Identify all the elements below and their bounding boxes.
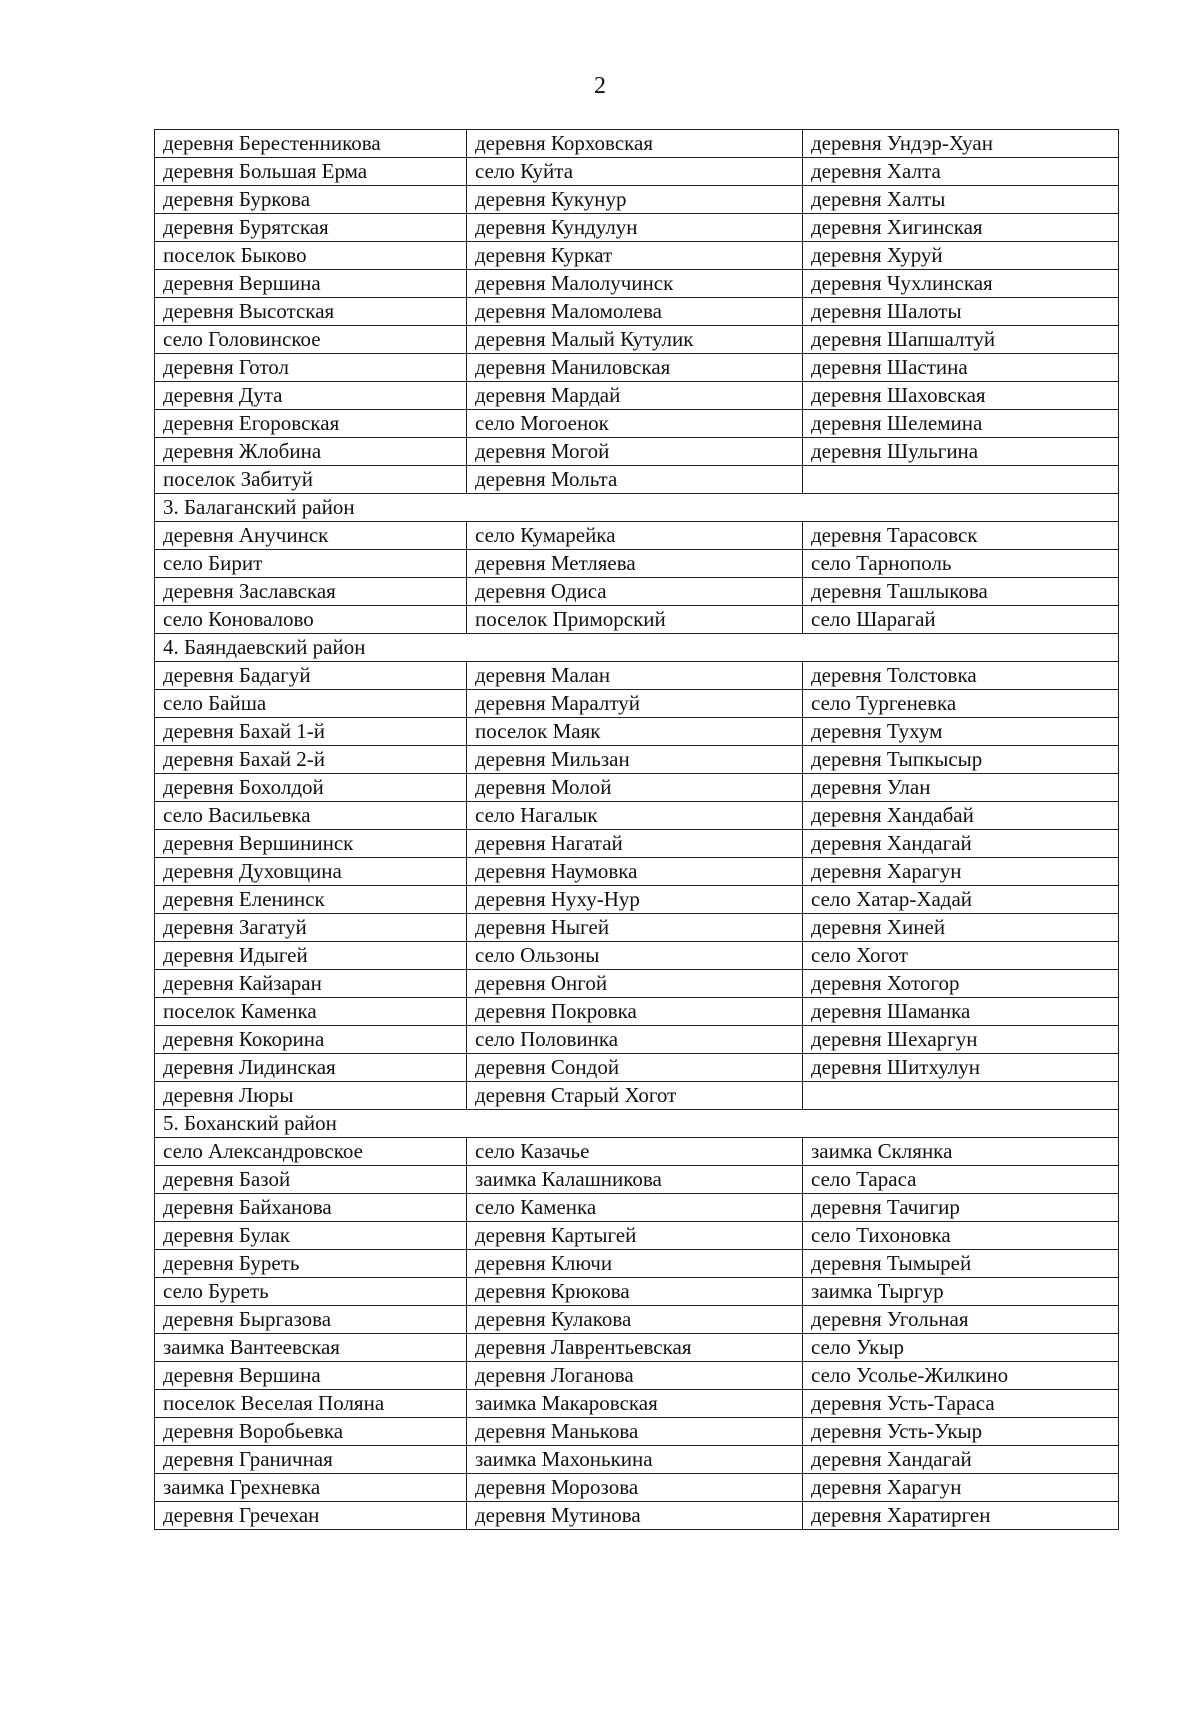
table-row — [155, 158, 1119, 186]
settlement-cell: деревня Морозова — [467, 1474, 803, 1502]
settlement-cell: деревня Кукунур — [467, 186, 803, 214]
table-row — [155, 382, 1119, 410]
settlement-cell: деревня Маниловская — [467, 354, 803, 382]
settlement-cell: поселок Приморский — [467, 606, 803, 634]
table-row — [155, 718, 1119, 746]
settlement-cell: деревня Халта — [803, 158, 1119, 186]
settlement-cell: деревня Хандагай — [803, 1446, 1119, 1474]
table-row — [155, 186, 1119, 214]
settlement-cell: деревня Буркова — [155, 186, 467, 214]
table-row — [155, 886, 1119, 914]
settlement-cell: заимка Калашникова — [467, 1166, 803, 1194]
settlement-cell: село Александровское — [155, 1138, 467, 1166]
settlement-cell: деревня Заславская — [155, 578, 467, 606]
settlement-cell: деревня Байханова — [155, 1194, 467, 1222]
settlement-cell: деревня Вершининск — [155, 830, 467, 858]
settlement-cell: деревня Улан — [803, 774, 1119, 802]
settlement-cell: деревня Толстовка — [803, 662, 1119, 690]
table-row — [155, 522, 1119, 550]
settlement-cell: деревня Бурятская — [155, 214, 467, 242]
settlement-cell: деревня Метляева — [467, 550, 803, 578]
table-row — [155, 942, 1119, 970]
settlement-cell: деревня Харатирген — [803, 1502, 1119, 1530]
settlement-cell: заимка Махонькина — [467, 1446, 803, 1474]
settlement-cell: деревня Угольная — [803, 1306, 1119, 1334]
table-row — [155, 662, 1119, 690]
table-row — [155, 970, 1119, 998]
settlement-cell: деревня Анучинск — [155, 522, 467, 550]
settlement-cell: деревня Шапшалтуй — [803, 326, 1119, 354]
settlement-cell: деревня Мильзан — [467, 746, 803, 774]
settlement-cell: деревня Тарасовск — [803, 522, 1119, 550]
page-number: 2 — [594, 73, 606, 99]
section-heading-row — [155, 494, 1119, 522]
settlements-table — [154, 129, 1119, 1530]
settlement-cell: деревня Шалоты — [803, 298, 1119, 326]
settlement-cell: деревня Загатуй — [155, 914, 467, 942]
table-row — [155, 1026, 1119, 1054]
section-heading-row — [155, 634, 1119, 662]
settlement-cell: село Коновалово — [155, 606, 467, 634]
settlement-cell: село Васильевка — [155, 802, 467, 830]
settlement-cell: деревня Чухлинская — [803, 270, 1119, 298]
settlement-cell: деревня Старый Хогот — [467, 1082, 803, 1110]
table-row — [155, 130, 1119, 158]
settlement-cell: деревня Хигинская — [803, 214, 1119, 242]
settlement-cell: село Усолье-Жилкино — [803, 1362, 1119, 1390]
settlement-cell: деревня Шульгина — [803, 438, 1119, 466]
section-heading: 4. Баяндаевский район — [155, 634, 1119, 662]
settlement-cell: деревня Мутинова — [467, 1502, 803, 1530]
settlement-cell: деревня Воробьевка — [155, 1418, 467, 1446]
settlement-cell: село Шарагай — [803, 606, 1119, 634]
settlement-cell: поселок Каменка — [155, 998, 467, 1026]
settlement-cell: деревня Готол — [155, 354, 467, 382]
settlement-cell: село Хатар-Хадай — [803, 886, 1119, 914]
settlement-cell: деревня Шаманка — [803, 998, 1119, 1026]
settlement-cell: деревня Быргазова — [155, 1306, 467, 1334]
table-row — [155, 914, 1119, 942]
settlement-cell: деревня Крюкова — [467, 1278, 803, 1306]
table-row — [155, 466, 1119, 494]
table-row — [155, 354, 1119, 382]
settlement-cell: деревня Большая Ерма — [155, 158, 467, 186]
settlement-cell: деревня Сондой — [467, 1054, 803, 1082]
table-row — [155, 438, 1119, 466]
settlement-cell: деревня Шитхулун — [803, 1054, 1119, 1082]
table-row — [155, 690, 1119, 718]
settlement-cell: деревня Хандагай — [803, 830, 1119, 858]
settlement-cell: деревня Куркат — [467, 242, 803, 270]
settlement-cell: заимка Макаровская — [467, 1390, 803, 1418]
settlement-cell: деревня Кокорина — [155, 1026, 467, 1054]
settlement-cell: деревня Тачигир — [803, 1194, 1119, 1222]
settlement-cell: село Укыр — [803, 1334, 1119, 1362]
settlement-cell: деревня Лидинская — [155, 1054, 467, 1082]
settlement-cell: деревня Хуруй — [803, 242, 1119, 270]
settlement-cell: деревня Бадагуй — [155, 662, 467, 690]
settlement-cell: деревня Шаховская — [803, 382, 1119, 410]
table-row — [155, 1306, 1119, 1334]
settlement-cell: деревня Онгой — [467, 970, 803, 998]
settlement-cell: село Байша — [155, 690, 467, 718]
settlement-cell: село Буреть — [155, 1278, 467, 1306]
settlement-cell: деревня Ключи — [467, 1250, 803, 1278]
table-row — [155, 746, 1119, 774]
settlement-cell: деревня Высотская — [155, 298, 467, 326]
settlement-cell: деревня Хандабай — [803, 802, 1119, 830]
table-row — [155, 1194, 1119, 1222]
settlement-cell: деревня Молой — [467, 774, 803, 802]
settlement-cell: деревня Малан — [467, 662, 803, 690]
settlement-cell: поселок Маяк — [467, 718, 803, 746]
table-row — [155, 1138, 1119, 1166]
table-row — [155, 998, 1119, 1026]
settlement-cell: деревня Манькова — [467, 1418, 803, 1446]
table-row — [155, 1502, 1119, 1530]
table-row — [155, 242, 1119, 270]
settlement-cell: деревня Ташлыкова — [803, 578, 1119, 606]
settlement-cell: деревня Покровка — [467, 998, 803, 1026]
settlement-cell: деревня Идыгей — [155, 942, 467, 970]
settlement-cell: село Половинка — [467, 1026, 803, 1054]
settlement-cell: деревня Нагатай — [467, 830, 803, 858]
table-row — [155, 550, 1119, 578]
settlement-cell: деревня Мольта — [467, 466, 803, 494]
table-row — [155, 326, 1119, 354]
settlement-cell: деревня Буреть — [155, 1250, 467, 1278]
table-row — [155, 802, 1119, 830]
settlement-cell: деревня Базой — [155, 1166, 467, 1194]
table-row — [155, 1054, 1119, 1082]
table-row — [155, 1082, 1119, 1110]
table-row — [155, 1390, 1119, 1418]
settlement-cell: деревня Еленинск — [155, 886, 467, 914]
settlement-cell: деревня Кундулун — [467, 214, 803, 242]
table-row — [155, 606, 1119, 634]
settlement-cell: деревня Нуху-Нур — [467, 886, 803, 914]
table-row — [155, 774, 1119, 802]
table-row — [155, 1166, 1119, 1194]
settlement-cell: деревня Харагун — [803, 858, 1119, 886]
settlement-cell: деревня Одиса — [467, 578, 803, 606]
section-heading: 3. Балаганский район — [155, 494, 1119, 522]
settlement-cell: деревня Мардай — [467, 382, 803, 410]
table-row — [155, 410, 1119, 438]
settlement-cell — [803, 1082, 1119, 1110]
settlement-cell: деревня Маломолева — [467, 298, 803, 326]
settlement-cell: деревня Хиней — [803, 914, 1119, 942]
settlement-cell: поселок Забитуй — [155, 466, 467, 494]
settlement-cell: деревня Бахай 1-й — [155, 718, 467, 746]
settlement-cell: заимка Склянка — [803, 1138, 1119, 1166]
settlement-cell: село Тургеневка — [803, 690, 1119, 718]
settlement-cell: деревня Маралтуй — [467, 690, 803, 718]
section-heading-row — [155, 1110, 1119, 1138]
settlement-cell: деревня Вершина — [155, 1362, 467, 1390]
settlement-cell: деревня Усть-Укыр — [803, 1418, 1119, 1446]
settlement-cell: деревня Тыпкысыр — [803, 746, 1119, 774]
settlement-cell: деревня Лаврентьевская — [467, 1334, 803, 1362]
settlement-cell: деревня Гречехан — [155, 1502, 467, 1530]
settlement-cell: село Хогот — [803, 942, 1119, 970]
settlement-cell: деревня Наумовка — [467, 858, 803, 886]
settlement-cell: деревня Харагун — [803, 1474, 1119, 1502]
settlement-cell: поселок Веселая Поляна — [155, 1390, 467, 1418]
table-row — [155, 830, 1119, 858]
settlement-cell: деревня Вершина — [155, 270, 467, 298]
settlement-cell: село Каменка — [467, 1194, 803, 1222]
table-row — [155, 1446, 1119, 1474]
settlement-cell: деревня Шастина — [803, 354, 1119, 382]
table-row — [155, 1222, 1119, 1250]
table-row — [155, 1418, 1119, 1446]
settlement-cell: деревня Граничная — [155, 1446, 467, 1474]
table-row — [155, 298, 1119, 326]
settlement-cell: деревня Тымырей — [803, 1250, 1119, 1278]
settlement-cell: деревня Шехаргун — [803, 1026, 1119, 1054]
settlement-cell: деревня Логанова — [467, 1362, 803, 1390]
settlement-cell: деревня Усть-Тараса — [803, 1390, 1119, 1418]
table-row — [155, 1474, 1119, 1502]
settlement-cell: деревня Кайзаран — [155, 970, 467, 998]
settlement-cell: деревня Егоровская — [155, 410, 467, 438]
settlement-cell: село Могоенок — [467, 410, 803, 438]
table-row — [155, 1250, 1119, 1278]
table-row — [155, 214, 1119, 242]
settlement-cell: село Кумарейка — [467, 522, 803, 550]
settlement-cell: деревня Дута — [155, 382, 467, 410]
settlement-cell: деревня Булак — [155, 1222, 467, 1250]
settlement-cell: заимка Вантеевская — [155, 1334, 467, 1362]
settlement-cell: деревня Шелемина — [803, 410, 1119, 438]
settlement-cell: село Казачье — [467, 1138, 803, 1166]
settlement-cell: заимка Тыргур — [803, 1278, 1119, 1306]
settlement-cell: село Головинское — [155, 326, 467, 354]
settlement-cell — [803, 466, 1119, 494]
settlement-cell: деревня Кулакова — [467, 1306, 803, 1334]
settlement-cell: село Ользоны — [467, 942, 803, 970]
settlement-cell: село Бирит — [155, 550, 467, 578]
table-row — [155, 578, 1119, 606]
table-row — [155, 1334, 1119, 1362]
settlement-cell: село Куйта — [467, 158, 803, 186]
settlement-cell: деревня Берестенникова — [155, 130, 467, 158]
settlement-cell: деревня Духовщина — [155, 858, 467, 886]
settlement-cell: деревня Жлобина — [155, 438, 467, 466]
settlement-cell: село Нагалык — [467, 802, 803, 830]
settlement-cell: деревня Малолучинск — [467, 270, 803, 298]
table-row — [155, 1278, 1119, 1306]
table-row — [155, 270, 1119, 298]
settlement-cell: деревня Ундэр-Хуан — [803, 130, 1119, 158]
settlement-cell: деревня Бахай 2-й — [155, 746, 467, 774]
settlement-cell: деревня Корховская — [467, 130, 803, 158]
settlement-cell: деревня Хотогор — [803, 970, 1119, 998]
settlement-cell: деревня Люры — [155, 1082, 467, 1110]
table-row — [155, 1362, 1119, 1390]
settlement-cell: деревня Ныгей — [467, 914, 803, 942]
settlements-table-body — [155, 130, 1119, 1530]
settlement-cell: заимка Грехневка — [155, 1474, 467, 1502]
settlement-cell: село Тихоновка — [803, 1222, 1119, 1250]
section-heading: 5. Боханский район — [155, 1110, 1119, 1138]
settlement-cell: деревня Халты — [803, 186, 1119, 214]
settlement-cell: деревня Картыгей — [467, 1222, 803, 1250]
settlement-cell: деревня Бохолдой — [155, 774, 467, 802]
settlement-cell: деревня Малый Кутулик — [467, 326, 803, 354]
table-row — [155, 858, 1119, 886]
settlement-cell: поселок Быково — [155, 242, 467, 270]
settlement-cell: деревня Могой — [467, 438, 803, 466]
settlement-cell: деревня Тухум — [803, 718, 1119, 746]
settlement-cell: село Тарнополь — [803, 550, 1119, 578]
settlement-cell: село Тараса — [803, 1166, 1119, 1194]
